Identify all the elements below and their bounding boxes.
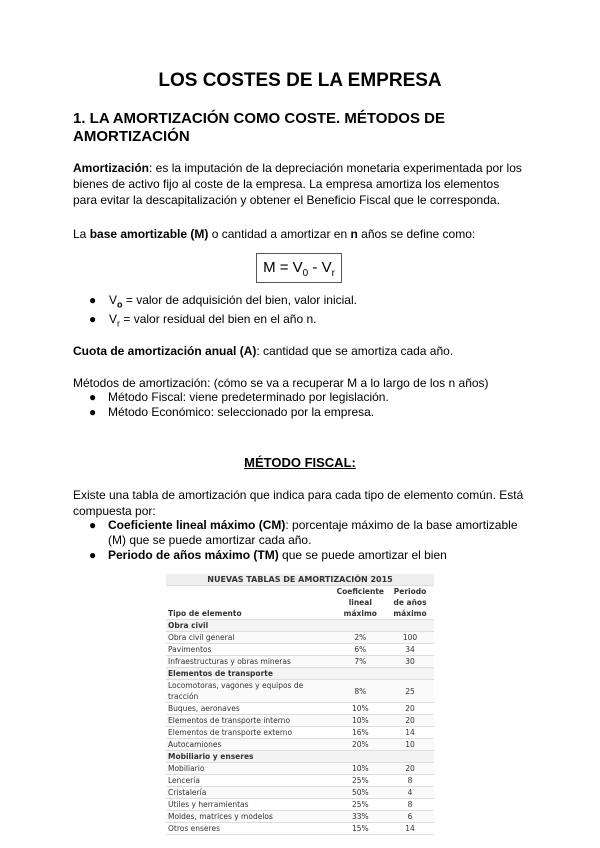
cell-tipo: Cristalería — [166, 787, 335, 799]
cell-coeficiente: 15% — [335, 823, 386, 835]
group-label: Elementos de transporte — [166, 668, 434, 680]
table-row — [166, 787, 434, 799]
cell-periodo: 34 — [386, 644, 434, 656]
list-item — [73, 518, 533, 548]
cell-periodo: 14 — [386, 727, 434, 739]
column-header-coeficiente: Coeficiente lineal máximo — [336, 587, 384, 618]
table-row — [166, 811, 434, 823]
cell-coeficiente: 2% — [335, 632, 386, 644]
amortizacion-line1: : es la imputación de la depreciación monetaria experimentada por los — [149, 161, 522, 175]
list-item — [73, 405, 533, 420]
base-term: base amortizable (M) — [89, 227, 209, 241]
cell-tipo: Moldes, matrices y modelos — [166, 811, 335, 823]
cell-periodo: 20 — [386, 763, 434, 775]
fiscal-intro-line2: compuesta por: — [73, 504, 156, 518]
table-row — [166, 715, 434, 727]
base-prefix: La — [73, 227, 90, 241]
cell-tipo: Locomotoras, vagones y equipos de tracción — [166, 680, 335, 703]
cell-tipo: Mobiliario — [166, 763, 335, 775]
table-group-row — [166, 751, 434, 763]
var-sym: V — [109, 312, 118, 327]
amortizacion-definition — [73, 160, 533, 208]
cuota-term: Cuota de amortización anual (A) — [73, 344, 257, 358]
formula-minus: - V — [308, 259, 332, 276]
metodos-intro: Métodos de amortización: (cómo se va a recuperar M a lo largo de los n años) — [73, 376, 489, 390]
bullet-icon: ● — [89, 312, 97, 327]
table-row — [166, 823, 434, 835]
group-label: Mobiliario y enseres — [166, 751, 434, 763]
tm-text: que se puede amortizar el bien — [278, 548, 447, 562]
table-caption: NUEVAS TABLAS DE AMORTIZACIÓN 2015 — [166, 574, 434, 586]
cell-tipo: Buques, aeronaves — [166, 703, 335, 715]
amortizacion-term: Amortización — [73, 161, 150, 175]
table-row — [166, 775, 434, 787]
cell-periodo: 30 — [386, 656, 434, 668]
amortizacion-line2: bienes de activo fijo al coste de la empresa. La empresa amortiza los elementos — [73, 177, 500, 191]
base-suffix: años se define como: — [357, 227, 476, 241]
group-label: Obra civil — [166, 620, 434, 632]
metodos-list — [73, 390, 533, 420]
cell-tipo: Lencería — [166, 775, 335, 787]
list-item — [73, 390, 533, 405]
var-sub: r — [117, 318, 121, 329]
cell-coeficiente: 25% — [335, 775, 386, 787]
formula-sub0: 0 — [302, 268, 309, 279]
cell-tipo: Obra civil general — [166, 632, 335, 644]
table-row — [166, 739, 434, 751]
tm-term: Periodo de años máximo (TM) — [108, 548, 279, 562]
cm-term: Coeficiente lineal máximo (CM) — [108, 518, 286, 532]
cell-coeficiente: 33% — [335, 811, 386, 823]
bullet-icon: ● — [89, 548, 97, 562]
fiscal-intro-line1: Existe una tabla de amortización que indica para cada tipo de elemento común. Está — [73, 488, 524, 502]
cell-periodo: 8 — [386, 799, 434, 811]
cm-text-line1: : porcentaje máximo de la base amortizable — [285, 518, 518, 532]
formula-box — [256, 253, 342, 283]
cell-tipo: Infraestructuras y obras mineras — [166, 656, 335, 668]
cuota-definition — [73, 343, 533, 359]
cell-coeficiente: 8% — [335, 680, 386, 703]
list-item — [73, 548, 533, 563]
table-row — [166, 703, 434, 715]
list-item — [73, 312, 533, 331]
cell-tipo: Autocamiones — [166, 739, 335, 751]
var-sym: V — [109, 293, 118, 307]
metodo-fiscal-heading: MÉTODO FISCAL: — [244, 455, 356, 470]
cell-tipo: Elementos de transporte interno — [166, 715, 335, 727]
cell-periodo: 10 — [386, 739, 434, 751]
table-row — [166, 656, 434, 668]
base-middle: o cantidad a amortizar en — [208, 227, 351, 241]
cell-tipo: Elementos de transporte externo — [166, 727, 335, 739]
section-heading-line1: 1. LA AMORTIZACIÓN COMO COSTE. MÉTODOS DE — [73, 110, 445, 127]
cell-periodo: 8 — [386, 775, 434, 787]
cell-coeficiente: 10% — [335, 703, 386, 715]
cell-coeficiente: 16% — [335, 727, 386, 739]
section-heading-line2: AMORTIZACIÓN — [73, 128, 190, 145]
table-row — [166, 727, 434, 739]
bullet-icon: ● — [89, 518, 97, 532]
cell-periodo: 25 — [386, 680, 434, 703]
bullet-icon: ● — [89, 405, 97, 419]
cell-periodo: 100 — [386, 632, 434, 644]
table-row — [166, 644, 434, 656]
var-sub: o — [117, 299, 123, 310]
cell-periodo: 20 — [386, 703, 434, 715]
table-row — [166, 799, 434, 811]
amortizacion-line3: para evitar la descapitalización y obtener el Beneficio Fiscal que le corresponda. — [73, 193, 500, 207]
var-text: = valor residual del bien en el año n. — [120, 312, 317, 327]
table-group-row — [166, 620, 434, 632]
cell-coeficiente: 50% — [335, 787, 386, 799]
variables-list — [73, 293, 533, 332]
table-body — [166, 620, 434, 835]
base-n: n — [350, 227, 358, 241]
cell-periodo: 6 — [386, 811, 434, 823]
bullet-icon: ● — [89, 390, 97, 404]
base-amortizable-definition — [73, 226, 533, 242]
cell-tipo: Pavimentos — [166, 644, 335, 656]
metodo-fiscal-item: Método Fiscal: viene predeterminado por legislación. — [108, 390, 389, 404]
cell-tipo: Útiles y herramientas — [166, 799, 335, 811]
page-title: LOS COSTES DE LA EMPRESA — [158, 70, 442, 91]
list-item — [73, 293, 533, 312]
amortization-table — [166, 574, 434, 835]
formula-m: M = V — [263, 259, 303, 276]
cell-periodo: 4 — [386, 787, 434, 799]
cell-coeficiente: 20% — [335, 739, 386, 751]
cell-tipo: Otros enseres — [166, 823, 335, 835]
metodo-economico-item: Método Económico: seleccionado por la empresa. — [108, 405, 375, 419]
cell-coeficiente: 25% — [335, 799, 386, 811]
table-row — [166, 632, 434, 644]
cuota-text: : cantidad que se amortiza cada año. — [256, 344, 454, 358]
table-row — [166, 763, 434, 775]
column-header-tipo: Tipo de elemento — [166, 586, 335, 620]
section-heading — [73, 110, 533, 146]
cell-coeficiente: 6% — [335, 644, 386, 656]
cell-periodo: 20 — [386, 715, 434, 727]
cell-coeficiente: 10% — [335, 715, 386, 727]
var-text: = valor de adquisición del bien, valor inicial. — [122, 293, 357, 307]
column-header-periodo: Periodo de años máximo — [386, 586, 434, 620]
formula-subr: r — [331, 268, 335, 279]
cell-periodo: 14 — [386, 823, 434, 835]
bullet-icon: ● — [89, 293, 97, 307]
fiscal-intro — [73, 487, 533, 519]
cm-text-line2: (M) que se puede amortizar cada año. — [108, 533, 312, 547]
table-group-row — [166, 668, 434, 680]
cell-coeficiente: 10% — [335, 763, 386, 775]
fiscal-list — [73, 518, 533, 563]
table-row — [166, 680, 434, 703]
cell-coeficiente: 7% — [335, 656, 386, 668]
